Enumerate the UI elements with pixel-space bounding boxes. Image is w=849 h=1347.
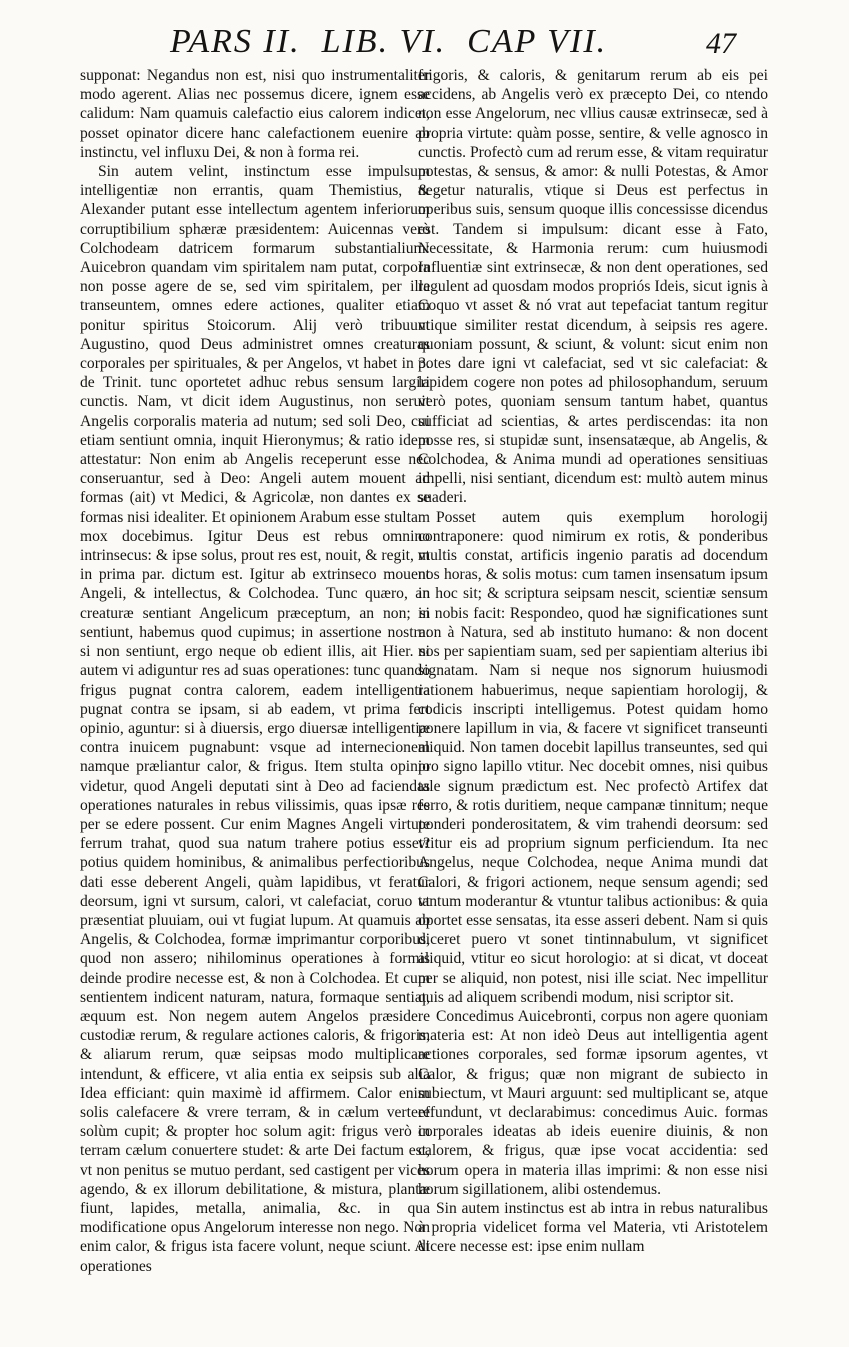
page-number: 47 [706, 27, 736, 60]
paragraph: Concedimus Auicebronti, corpus non agere quoniam materia est: At non ideò Deus aut intelligentia agent actiones corporales, sed formæ ipsorum agentes, vt Calor, & frigus; quæ non migrant de subiecto in subiectum, vt Mauri arguunt: sed multiplicant se, atque effundunt, vt declarabimus: concedimus Auic. formas corporales ideatas ab ideis euenire diuinis, & non calorem, & frigus, quæ ipse vocat accidentia: sed horum opera in materia illas imprimi: & non esse nisi horum sigillationem, alibi ostendemus. [418, 1007, 768, 1198]
paragraph: frigoris, & caloris, & genitarum rerum ab eis pei accidens, ab Angelis verò ex præcepto Dei, co ntendo non esse Angelorum, nec vllius causæ extrinsecæ, sed à propria virtute: quàm posse, sentire, & velle agnosco in cunctis. Profectò cum ad rerum esse, & vitam requiratur potestas, & sensus, & amor: & nulli Potestas, & Amor negetur naturalis, vtique si Deus est perfectus in operibus suis, sensum quoque illis concessisse dicendus est. Tandem si impulsum: dicant esse à Fato, Necessitate, & Harmonia rerum: cum huiusmodi Influentiæ sint extrinsecæ, & non dent operationes, sed regulent ad quosdam modos propriós Ideis, sicut ignis à Coquo vt asset & nó vrat aut tepefaciat tantum regitur vtique similiter restat dicendum, à seipsis res agere. quoniam possunt, & sciunt, & volunt: sicut enim non potes dare igni vt calefaciat, sed vt sic calefaciat: & lapidem cogere non potes ad philosophandum, seruum verò potes, quoniam sensum tantum habet, quantus sufficiat ad scientias, & artes perdiscendas: ita non posse res, si stupidæ sunt, insensatæque, ab Angelis, & Colchodea, & Anima mundi ad operationes sensitiuas impelli, nisi sentiant, dicendum est: multò autem minus suaderi. [418, 67, 768, 507]
paragraph: Sin autem velint, instinctum esse impulsum intelligentiæ non errantis, quam Themistius, & Alexander putant esse intellectum agentem inferiorum corruptibilium sphæræ præsidentem: Auicennas verò Colchodeam datricem formarum substantialium: Auicebron quandam vim spiritalem nam putat, corpora non posse agere de se, sed vim spiritalem, per illa transeuntem, omnes edere actiones, qualiter etiam ponitur spiritus Stoicorum. Alij verò tribuunt Augustino, quod Deus administret omnes creaturas corporales per spirituales, & per Angelos, vt habet in 3. de Trinit. tunc oportetet adhuc rebus sensum largiri cunctis. Nam, vt dicit idem Augustinus, non seruit Angelis corporalis materia ad nutum; sed soli Deo, cui etiam sentiunt omnia, inquit Hieronymus; & ratio idem attestatur: Non enim ab Angelis receperunt esse nec conseruantur, sed à Deo: Angeli autem mouent ad formas (ait) vt Medici, & Agricolæ, non dantes ex se formas nisi idealiter. Et opinionem Arabum esse stultam mox docebimus. Igitur Deus est rebus omnino intrinsecus: & ipse solus, prout res est, nouit, & regit, vt in prima par. dictum est. Igitur ab extrinseco mouent Angeli, & intellectus, & Colchodea. Tunc quæro, an creaturæ sentiant Angelicum præceptum, an non; si sentiunt, habemus quod cupimus; in assertione nostra: si non sentiunt, ergo neque ob edient illis, ait Hier. si autem vi adiguntur res ad suas operationes: tunc quando frigus pugnat contra calorem, eadem intelligentia pugnat contra se ipsam, si ab eadem, vt prima fert opinio, aguntur: si à diuersis, ergo diuersæ intelligentiæ contra inuicem pugnabunt: vsque ad internecionem namque præliantur calor, & frigus. Item stulta opinio videtur, quod Angeli deputati sint à Deo ad faciendas operationes naturales in rebus vilissimis, quas ipsæ res per se edere possent. Cur enim Magnes Angeli virtute ferrum trahat, quod sua natum trahere potius esset? potius quidem hominibus, & animalibus perfectioribus dati esse deberent Angeli, quàm lapidibus, vt feratur deorsum, igni vt sursum, calori, vt calefaciat, coruo vt præsentiat pluuiam, oui vt fugiat lupum. At quamuis ab Angelis, & Colchodea, formæ imprimantur corporibus, quod non assero; nihilominus operationes à formis deinde prodire necesse est, & non à Colchodea. Et cum sentientem indicent naturam, natura, formaque sentiat, æquum est. Non negem autem Angelos præsidere custodiæ rerum, & regulare actiones caloris, & frigoris, & aliarum rerum, quæ seipsas modo multiplicare intendunt, & efficere, vt alia entia ex seipsis sub alia Idea efficiant: quin maximè id affirmem. Calor enim solis calefacere & vrere terram, & in cælum vertere solùm cupit; & propter hoc solum agit: frigus verò in terram cælum conuertere studet: & arte Dei factum est, vt non penitus se mutuo perdant, sed castigent per vices agendo, & ex illorum debilitatione, & mistura, plantæ fiunt, lapides, metalla, animalia, &c. in qua modificatione opus Angelorum interesse non nego. Non enim calor, & frigus ista facere volunt, neque sciunt. At operationes [80, 163, 430, 1275]
left-column [80, 66, 430, 1276]
right-column [418, 66, 768, 1257]
paragraph: Posset autem quis exemplum horologij contraponere: quod nimirum ex rotis, & ponderibus multis constat, artificis ingenio paratis ad docendum nos horas, & solis motus: cum tamen insensatum ipsum in hoc sit; & scriptura seipsam nescit, scientiæ sensum in nobis facit: Respondeo, quod hæ significationes sunt non à Natura, sed ab instituto humano: & non docent nos per sapientiam suam, sed per sapientiam alterius ibi signatam. Nam si neque nos signorum huiusmodi rationem habuerimus, neque sapientiam horologij, & codicis inscripti intelligemus. Potest quidam homo ponere lapillum in via, & facere vt significet transeunti aliquid. Non tamen docebit lapillus transeuntes, sed qui pro signo lapillo vtitur. Nec docebit omnes, nisi quibus tale signum prædictum est. Nec profectò Artifex dat ferro, & rotis duritiem, neque campanæ tinnitum; neque ponderi ponderositatem, & vim trahendi deorsum: sed vtitur eis ad proprium signum perficiendum. Ita nec Angelus, neque Colchodea, neque Anima mundi dat Calori, & frigori actionem, neque sensum agendi; sed tantum moderantur & vtuntur talibus actionibus: & quia oportet esse sensatas, ita esse asseri debent. Nam si quis diceret puero vt sonet tintinnabulum, vt significet aliquid, vtitur eo sicut horologio: at si dicat, vt doceat per se aliquid, non potest, nisi ille sciat. Nec impellitur quis ad aliquem scribendi modum, nisi scriptor sit. [418, 508, 768, 1006]
paragraph: Sin autem instinctus est ab intra in rebus naturalibus à propria videlicet forma vel Materia, vti Aristotelem dicere necesse est: ipse enim nullam [418, 1199, 768, 1256]
running-head: PARS II. LIB. VI. CAP VII. [170, 23, 608, 60]
page-header [0, 20, 849, 68]
paragraph: supponat: Negandus non est, nisi quo instrumentaliter modo agerent. Alias nec possemus dicere, ignem esse calidum: Nam quamuis calefactio eius calorem indicet, posset opinator dicere hanc calefactionem euenire ab instinctu, vel influxu Dei, & non à forma rei. [80, 67, 430, 161]
